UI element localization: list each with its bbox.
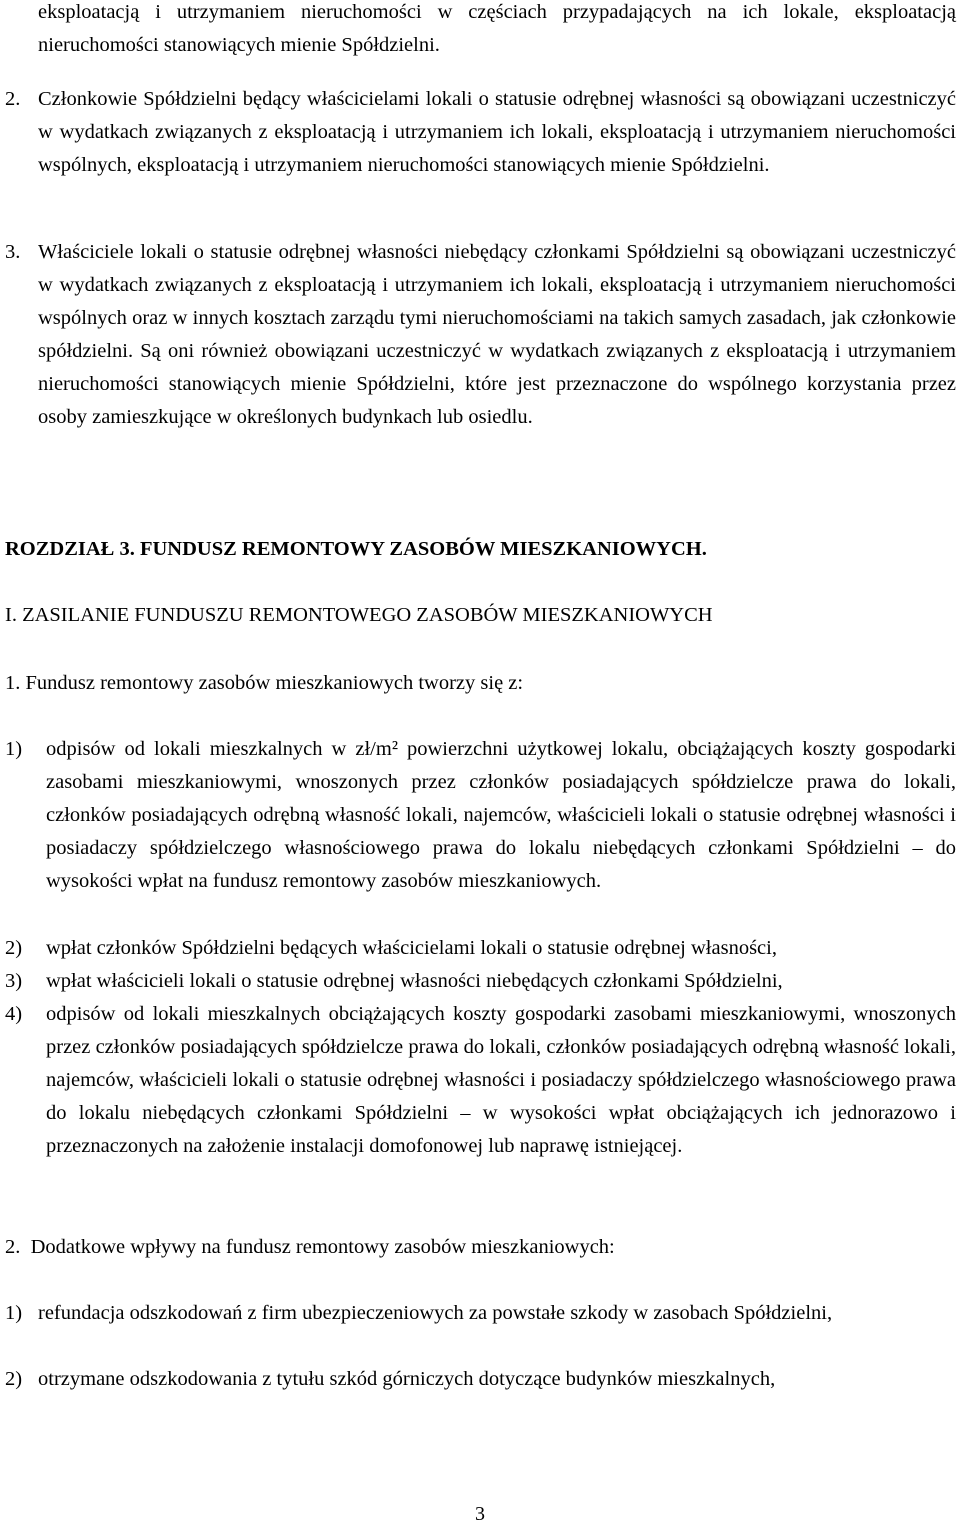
list1-item-4 — [5, 998, 956, 1163]
list2-item-1-number: 1) — [5, 1302, 23, 1324]
section-heading: I. ZASILANIE FUNDUSZU REMONTOWEGO ZASOBÓW MIESZKANIOWYCH — [5, 604, 713, 626]
chapter-heading: ROZDZIAŁ 3. FUNDUSZ REMONTOWY ZASOBÓW MIESZKANIOWYCH. — [5, 538, 707, 560]
list2-item-1 — [5, 1297, 956, 1330]
list1-item-3-text: wpłat właścicieli lokali o statusie odrębnej własności niebędących członkami Spółdzielni, — [46, 970, 783, 992]
point-1-intro: 1. Fundusz remontowy zasobów mieszkaniowych tworzy się z: — [5, 672, 524, 694]
point-2-intro: 2. Dodatkowe wpływy na fundusz remontowy zasobów mieszkaniowych: — [5, 1236, 615, 1258]
paragraph-3-number: 3. — [5, 241, 21, 263]
list1-item-2-number: 2) — [5, 937, 23, 959]
list1-item-3-number: 3) — [5, 970, 23, 992]
list1-item-1-text: odpisów od lokali mieszkalnych w zł/m² powierzchni użytkowej lokalu, obciążających koszty gospodarki zasobami mieszkaniowymi, wnoszonych przez członków posiadających spółdzielcze prawa do lokali, członków posiadających odrębną własność lokali, najemców, właścicieli lokali o statusie odrębnej własności i posiadaczy spółdzielczego własnościowego prawa do lokalu niebędących członkami Spółdzielni – do wysokości wpłat na fundusz remontowy zasobów mieszkaniowych. — [46, 738, 956, 892]
list1-item-1-number: 1) — [5, 738, 23, 760]
list1-item-1 — [5, 733, 956, 898]
list1-item-2-text: wpłat członków Spółdzielni będących właścicielami lokali o statusie odrębnej własności, — [46, 937, 777, 959]
paragraph-3 — [5, 236, 956, 434]
paragraph-2-number: 2. — [5, 88, 21, 110]
list1-item-3 — [5, 965, 956, 998]
list1-item-4-number: 4) — [5, 1003, 23, 1025]
list1-item-2 — [5, 932, 956, 965]
list2-item-2-text: otrzymane odszkodowania z tytułu szkód górniczych dotyczące budynków mieszkalnych, — [38, 1368, 776, 1390]
intro-continuation: eksploatacją i utrzymaniem nieruchomości w częściach przypadających na ich lokale, eksploatacją nieruchomości stanowiących mienie Spółdzielni. — [38, 1, 956, 56]
paragraph-2-text: Członkowie Spółdzielni będący właścicielami lokali o statusie odrębnej własności są obowiązani uczestniczyć w wydatkach związanych z eksploatacją i utrzymaniem ich lokali, eksploatacją i utrzymaniem nieruchomości wspólnych, eksploatacją i utrzymaniem nieruchomości stanowiących mienie Spółdzielni. — [38, 88, 956, 176]
paragraph-2 — [5, 83, 956, 182]
list2-item-2 — [5, 1363, 956, 1396]
list2-item-1-text: refundacja odszkodowań z firm ubezpieczeniowych za powstałe szkody w zasobach Spółdzielni, — [38, 1302, 833, 1324]
page-number: 3 — [475, 1503, 485, 1525]
list2-item-2-number: 2) — [5, 1368, 23, 1390]
list1-item-4-text: odpisów od lokali mieszkalnych obciążających koszty gospodarki zasobami mieszkaniowymi, wnoszonych przez członków posiadających spółdzielcze prawa do lokali, członków posiadających odrębną własność lokali, najemców, właścicieli lokali o statusie odrębnej własności i posiadaczy spółdzielczego własnościowego prawa do lokalu niebędących członkami Spółdzielni – w wysokości wpłat obciążających ich jednorazowo i przeznaczonych na założenie instalacji domofonowej lub naprawę istniejącej. — [46, 1003, 956, 1157]
paragraph-3-text: Właściciele lokali o statusie odrębnej własności niebędący członkami Spółdzielni są obowiązani uczestniczyć w wydatkach związanych z eksploatacją i utrzymaniem ich lokali, eksploatacją i utrzymaniem nieruchomości wspólnych oraz w innych kosztach zarządu tymi nieruchomościami na takich samych zasadach, jak członkowie spółdzielni. Są oni również obowiązani uczestniczyć w wydatkach związanych z eksploatacją i utrzymaniem nieruchomości stanowiących mienie Spółdzielni, które jest przeznaczone do wspólnego korzystania przez osoby zamieszkujące w określonych budynkach lub osiedlu. — [38, 241, 956, 428]
